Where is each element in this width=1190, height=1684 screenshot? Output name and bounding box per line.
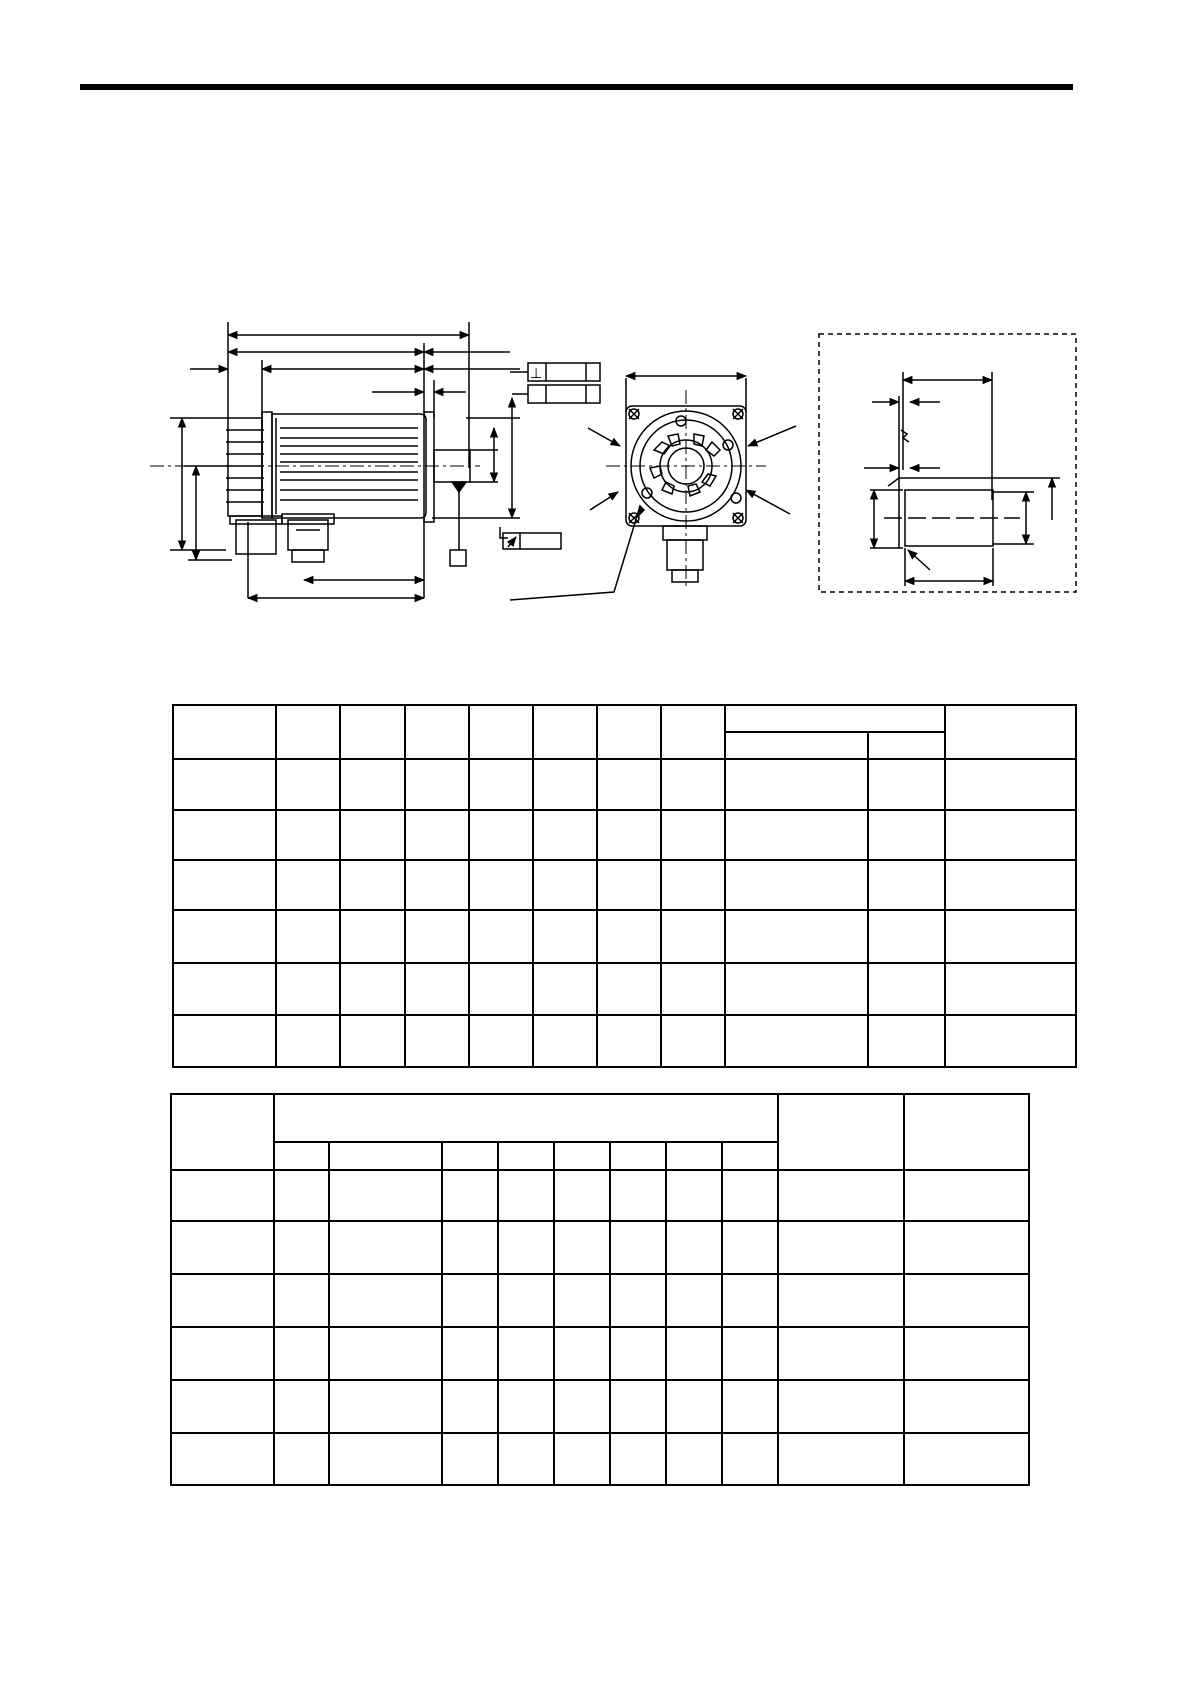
table-row — [173, 1015, 1076, 1067]
table-cell — [171, 1221, 274, 1274]
table-cell — [171, 1380, 274, 1433]
table-cell — [610, 1433, 666, 1485]
table-cell — [469, 910, 533, 963]
table-cell — [904, 1221, 1029, 1274]
table-cell — [725, 963, 867, 1015]
table-row — [173, 963, 1076, 1015]
table2-header-cell — [778, 1094, 904, 1170]
table-cell — [725, 860, 867, 910]
motor-dimension-drawing — [0, 0, 1190, 640]
table-cell — [405, 860, 469, 910]
table-cell — [442, 1380, 498, 1433]
table-cell — [276, 963, 340, 1015]
table-cell — [498, 1170, 554, 1221]
table-cell — [868, 759, 945, 810]
table-cell — [442, 1221, 498, 1274]
table1-header-cell — [469, 705, 533, 759]
table-cell — [945, 910, 1076, 963]
table-cell — [405, 910, 469, 963]
table-row — [173, 910, 1076, 963]
table-cell — [173, 910, 276, 963]
table-row — [173, 860, 1076, 910]
table-cell — [171, 1433, 274, 1485]
table-cell — [722, 1170, 778, 1221]
table-cell — [469, 1015, 533, 1067]
table2-header-cell — [171, 1094, 274, 1170]
table-cell — [274, 1433, 329, 1485]
table-cell — [904, 1274, 1029, 1327]
table-cell — [661, 910, 725, 963]
table-cell — [610, 1221, 666, 1274]
table-cell — [171, 1170, 274, 1221]
table1-subheader-cell — [725, 732, 867, 759]
table-cell — [597, 1015, 661, 1067]
table-cell — [554, 1221, 610, 1274]
shaft-detail-view — [819, 334, 1076, 592]
table-cell — [554, 1380, 610, 1433]
table-cell — [405, 1015, 469, 1067]
table-cell — [276, 860, 340, 910]
table-cell — [276, 910, 340, 963]
table-cell — [597, 860, 661, 910]
table-cell — [554, 1274, 610, 1327]
table-cell — [329, 1221, 442, 1274]
table-cell — [329, 1327, 442, 1380]
table-cell — [173, 963, 276, 1015]
table2-subheader-cell — [610, 1142, 666, 1170]
table-cell — [610, 1327, 666, 1380]
table-cell — [329, 1274, 442, 1327]
table-cell — [173, 860, 276, 910]
table-cell — [498, 1327, 554, 1380]
table-cell — [554, 1170, 610, 1221]
table1-header-cell — [173, 705, 276, 759]
table1-header-cell — [340, 705, 404, 759]
table-cell — [533, 860, 597, 910]
table-cell — [868, 860, 945, 910]
table2-header-cell — [904, 1094, 1029, 1170]
table-cell — [274, 1170, 329, 1221]
table1-header-cell — [276, 705, 340, 759]
table-row — [171, 1274, 1029, 1327]
table-row — [171, 1170, 1029, 1221]
table-cell — [469, 860, 533, 910]
table-cell — [666, 1327, 722, 1380]
table-cell — [722, 1274, 778, 1327]
table-cell — [340, 860, 404, 910]
table-cell — [171, 1274, 274, 1327]
table-cell — [610, 1170, 666, 1221]
table-cell — [533, 759, 597, 810]
table-cell — [405, 759, 469, 810]
table1-header-group — [725, 705, 944, 732]
table1-header-cell — [597, 705, 661, 759]
table-cell — [945, 1015, 1076, 1067]
table-cell — [725, 910, 867, 963]
table-cell — [661, 1015, 725, 1067]
table-cell — [666, 1433, 722, 1485]
table-cell — [945, 963, 1076, 1015]
table-cell — [274, 1274, 329, 1327]
table-cell — [778, 1221, 904, 1274]
table-cell — [722, 1327, 778, 1380]
table-row — [171, 1433, 1029, 1485]
table2-subheader-cell — [442, 1142, 498, 1170]
table-cell — [661, 759, 725, 810]
table-cell — [904, 1433, 1029, 1485]
table-cell — [173, 759, 276, 810]
table-cell — [533, 1015, 597, 1067]
table-cell — [661, 860, 725, 910]
table-cell — [904, 1170, 1029, 1221]
table-cell — [868, 910, 945, 963]
table1-header-cell — [533, 705, 597, 759]
table2-subheader-cell — [329, 1142, 442, 1170]
table-cell — [340, 810, 404, 860]
table-cell — [597, 910, 661, 963]
table-cell — [661, 963, 725, 1015]
table1-header-cell — [945, 705, 1076, 759]
table-cell — [498, 1274, 554, 1327]
table-cell — [329, 1380, 442, 1433]
table-cell — [276, 1015, 340, 1067]
table-cell — [276, 810, 340, 860]
table-row — [171, 1327, 1029, 1380]
table-cell — [340, 1015, 404, 1067]
table-cell — [405, 963, 469, 1015]
table-cell — [276, 759, 340, 810]
table-cell — [173, 1015, 276, 1067]
table-cell — [442, 1274, 498, 1327]
table-cell — [554, 1433, 610, 1485]
table-cell — [274, 1221, 329, 1274]
table-cell — [498, 1221, 554, 1274]
table-cell — [597, 759, 661, 810]
table-cell — [945, 759, 1076, 810]
table-cell — [442, 1327, 498, 1380]
table-row — [173, 759, 1076, 810]
table-cell — [945, 860, 1076, 910]
tolerance-symbol: ⊥ — [530, 365, 543, 381]
table-cell — [722, 1380, 778, 1433]
table-cell — [610, 1274, 666, 1327]
table-cell — [329, 1170, 442, 1221]
table-cell — [340, 759, 404, 810]
table-cell — [554, 1327, 610, 1380]
table-cell — [533, 910, 597, 963]
table-cell — [533, 963, 597, 1015]
table-cell — [329, 1433, 442, 1485]
table-cell — [442, 1433, 498, 1485]
table-row — [173, 810, 1076, 860]
table1-header-cell — [661, 705, 725, 759]
table-cell — [597, 963, 661, 1015]
table-cell — [666, 1380, 722, 1433]
front-view — [510, 376, 796, 600]
table2-subheader-cell — [554, 1142, 610, 1170]
table-cell — [173, 810, 276, 860]
dimension-table-1 — [172, 704, 1077, 1068]
table-cell — [778, 1274, 904, 1327]
table-cell — [666, 1170, 722, 1221]
table-cell — [340, 963, 404, 1015]
table-cell — [597, 810, 661, 860]
table-cell — [722, 1221, 778, 1274]
table-cell — [778, 1433, 904, 1485]
table-cell — [904, 1380, 1029, 1433]
dimension-table-2 — [170, 1093, 1030, 1486]
table-row — [171, 1380, 1029, 1433]
table-row — [171, 1221, 1029, 1274]
table-cell — [666, 1221, 722, 1274]
table-cell — [498, 1380, 554, 1433]
table-cell — [725, 810, 867, 860]
table-cell — [778, 1327, 904, 1380]
table-cell — [469, 963, 533, 1015]
table2-subheader-cell — [274, 1142, 329, 1170]
table-cell — [469, 759, 533, 810]
table-cell — [274, 1327, 329, 1380]
table-cell — [945, 810, 1076, 860]
table-cell — [340, 910, 404, 963]
table-cell — [725, 759, 867, 810]
table-cell — [868, 963, 945, 1015]
table-cell — [274, 1380, 329, 1433]
table-cell — [469, 810, 533, 860]
table1-header-cell — [405, 705, 469, 759]
table-cell — [533, 810, 597, 860]
table-cell — [405, 810, 469, 860]
table-cell — [666, 1274, 722, 1327]
table2-subheader-cell — [722, 1142, 778, 1170]
table-cell — [868, 1015, 945, 1067]
table-cell — [498, 1433, 554, 1485]
side-view — [150, 322, 600, 598]
table-cell — [171, 1327, 274, 1380]
table-cell — [725, 1015, 867, 1067]
table-cell — [442, 1170, 498, 1221]
table2-header-group — [274, 1094, 778, 1142]
table-cell — [661, 810, 725, 860]
table-cell — [610, 1380, 666, 1433]
table-cell — [904, 1327, 1029, 1380]
table1-subheader-cell — [868, 732, 945, 759]
table-cell — [868, 810, 945, 860]
table-cell — [722, 1433, 778, 1485]
table2-subheader-cell — [498, 1142, 554, 1170]
table-cell — [778, 1380, 904, 1433]
table-cell — [778, 1170, 904, 1221]
table2-subheader-cell — [666, 1142, 722, 1170]
